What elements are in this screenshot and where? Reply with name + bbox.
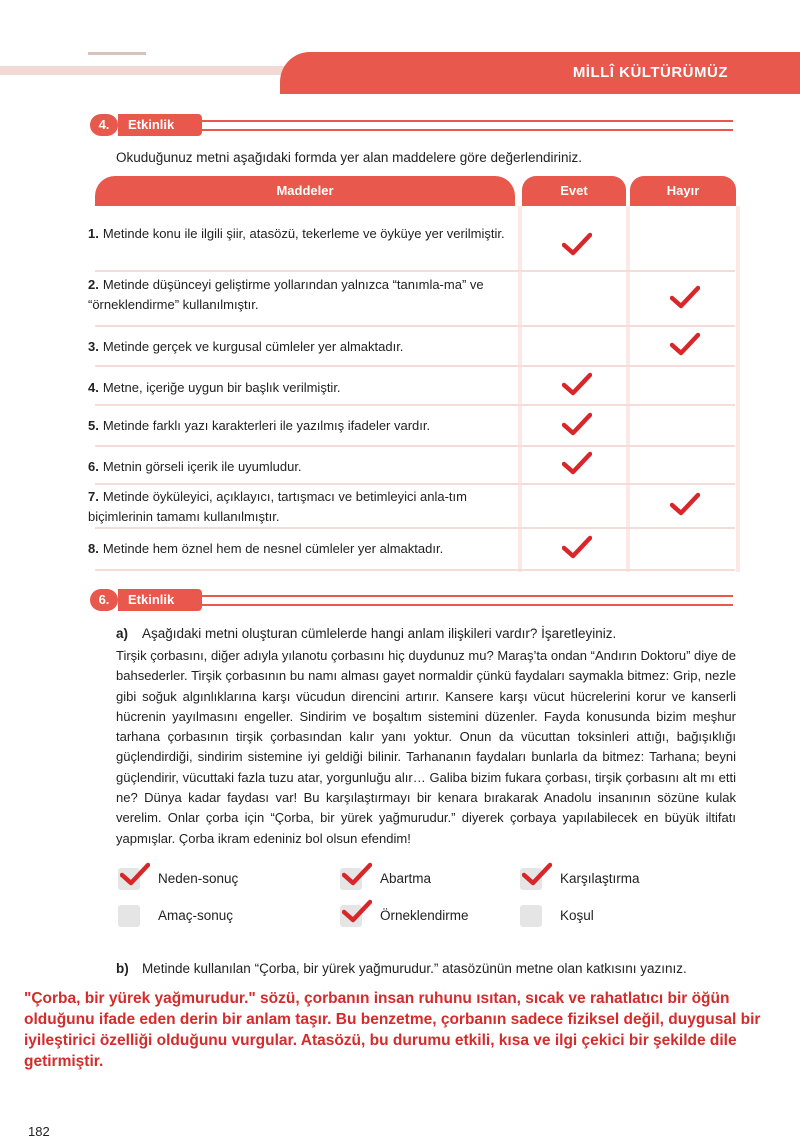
option-label: Neden-sonuç: [158, 871, 239, 886]
column-divider: [518, 206, 522, 572]
criteria-row-number: 4.: [88, 380, 99, 395]
activity-4-label: Etkinlik: [118, 114, 202, 136]
row-separator: [95, 404, 735, 406]
criteria-row-text: [88, 539, 513, 559]
column-header-no: Hayır: [630, 176, 736, 206]
column-header-yes: Evet: [522, 176, 626, 206]
reading-passage: Tirşik çorbasını, diğer adıyla yılanotu çorbasını hiç duydunuz mu? Maraş’ta ondan “Andırın Doktoru” diye de bahsederler. Tirşik çorbasının bu namı alması gayet normaldir çünkü faydaları saymakla bitmez: Grip, nezle gibi soğuk algınlıklarına karşı vücudun direncini artırır. Kansere karşı vücut hücrelerini korur ve kanserli hücrenin yayılmasını engeller. Sindirim ve boşaltım sistemini düzenler. Fayda konusunda bizim meşhur tarhana çorbasının tirşik çorbasından kalır yanı yoktur. Onun da vücuttan toksinleri attığı, bağışıklığı güçlendirdiği, sindirim sistemine iyi geldiği bilinir. Tarhananın faydaları bunlarla da bitmez: Tarhana; beyni güçlendirir, vücuttaki fazla tuzu atar, yorgunluğu alır… Galiba bizim fukara çorbası, tirşik çorbasını alt mı etti ne? Dünya kadar faydası var! Bu karşılaştırmayı bir kenara bırakarak Anadolu insanının sözüne kulak verelim. Onlar çorba için “Çorba, bir yürek yağmurudur.” diyerek çorbaya yapılabilecek en büyük iltifatı yapmışlar. Çorba ikram edeniniz bol olsun efendim!: [116, 648, 736, 846]
criteria-row-label: Metinde gerçek ve kurgusal cümleler yer almaktadır.: [102, 339, 404, 354]
option-label: Abartma: [380, 871, 432, 886]
activity-6-label: Etkinlik: [118, 589, 202, 611]
option-label: Amaç-sonuç: [158, 908, 234, 923]
option-checkbox[interactable]: [520, 905, 542, 927]
row-separator: [95, 569, 735, 571]
criteria-row-text: [88, 378, 513, 398]
criteria-row-label: Metinde farklı yazı karakterleri ile yazılmış ifadeler vardır.: [102, 418, 431, 433]
activity-4-instruction: Okuduğunuz metni aşağıdaki formda yer alan maddelere göre değerlendiriniz.: [116, 150, 583, 165]
row-separator: [95, 445, 735, 447]
no-checkmark-icon: [670, 285, 700, 309]
criteria-row-label: Metne, içeriğe uygun bir başlık verilmiştir.: [102, 380, 341, 395]
header-decoration: [88, 52, 146, 55]
criteria-row-text: [88, 416, 513, 436]
option-checkmark-icon: [342, 899, 372, 923]
part-a-question: Aşağıdaki metni oluşturan cümlelerde hangi anlam ilişkileri vardır? İşaretleyiniz.: [142, 626, 617, 641]
criteria-row-label: Metinde konu ile ilgili şiir, atasözü, tekerleme ve öyküye yer verilmiştir.: [102, 226, 505, 241]
yes-checkmark-icon: [562, 412, 592, 436]
activity-4-number: 4.: [90, 114, 118, 136]
criteria-row-label: Metnin görseli içerik ile uyumludur.: [102, 459, 302, 474]
option-label: Örneklendirme: [380, 908, 469, 923]
criteria-row-number: 5.: [88, 418, 99, 433]
criteria-row-text: [88, 337, 513, 357]
activity-6-number: 6.: [90, 589, 118, 611]
row-separator: [95, 483, 735, 485]
column-divider: [626, 206, 630, 572]
column-header-items: Maddeler: [95, 176, 515, 206]
criteria-row-text: [88, 487, 513, 527]
criteria-row-label: Metinde öyküleyici, açıklayıcı, tartışmacı ve betimleyici anla-tım biçimlerinin tamamı kullanılmıştır.: [88, 489, 467, 524]
criteria-row-number: 1.: [88, 226, 99, 241]
criteria-row-text: [88, 275, 513, 315]
criteria-row-text: [88, 457, 513, 477]
criteria-row-number: 6.: [88, 459, 99, 474]
criteria-row-number: 7.: [88, 489, 99, 504]
row-separator: [95, 527, 735, 529]
part-b-label: b): [116, 961, 129, 976]
criteria-row-label: Metinde hem öznel hem de nesnel cümleler yer almaktadır.: [102, 541, 444, 556]
unit-title: MİLLÎ KÜLTÜRÜMÜZ: [572, 64, 728, 81]
criteria-row-number: 8.: [88, 541, 99, 556]
no-checkmark-icon: [670, 492, 700, 516]
option-checkmark-icon: [522, 862, 552, 886]
row-separator: [95, 365, 735, 367]
activity-4-rule: [198, 120, 733, 131]
yes-checkmark-icon: [562, 535, 592, 559]
criteria-row-number: 2.: [88, 277, 99, 292]
option-label: Karşılaştırma: [560, 871, 640, 886]
part-b-question: Metinde kullanılan “Çorba, bir yürek yağmurudur.” atasözünün metne olan katkısını yazınız.: [142, 961, 687, 976]
yes-checkmark-icon: [562, 232, 592, 256]
no-checkmark-icon: [670, 332, 700, 356]
option-checkmark-icon: [120, 862, 150, 886]
yes-checkmark-icon: [562, 372, 592, 396]
handwritten-answer: "Çorba, bir yürek yağmurudur." sözü, çorbanın insan ruhunu ısıtan, sıcak ve rahatlatıcı bir öğün olduğunu ifade eden derin bir anlam taşır. Bu benzetme, çorbanın sadece fiziksel değil, duygusal bir iyileştirici özelliği olduğunu vurgular. Atasözü, bu durumu etkili, kısa ve ilgi çekici bir şekilde dile getirmiştir.: [24, 990, 761, 1070]
option-label: Koşul: [560, 908, 594, 923]
criteria-row-label: Metinde düşünceyi geliştirme yollarından yalnızca “tanımla-ma” ve “örneklendirme” kullanılmıştır.: [88, 277, 484, 312]
criteria-row-number: 3.: [88, 339, 99, 354]
column-divider: [736, 206, 740, 572]
option-checkbox[interactable]: [118, 905, 140, 927]
option-checkmark-icon: [342, 862, 372, 886]
row-separator: [95, 270, 735, 272]
part-a-label: a): [116, 626, 129, 641]
activity-6-rule: [198, 595, 733, 606]
criteria-row-text: [88, 224, 513, 244]
row-separator: [95, 325, 735, 327]
page-number: 182: [28, 1124, 50, 1139]
yes-checkmark-icon: [562, 451, 592, 475]
